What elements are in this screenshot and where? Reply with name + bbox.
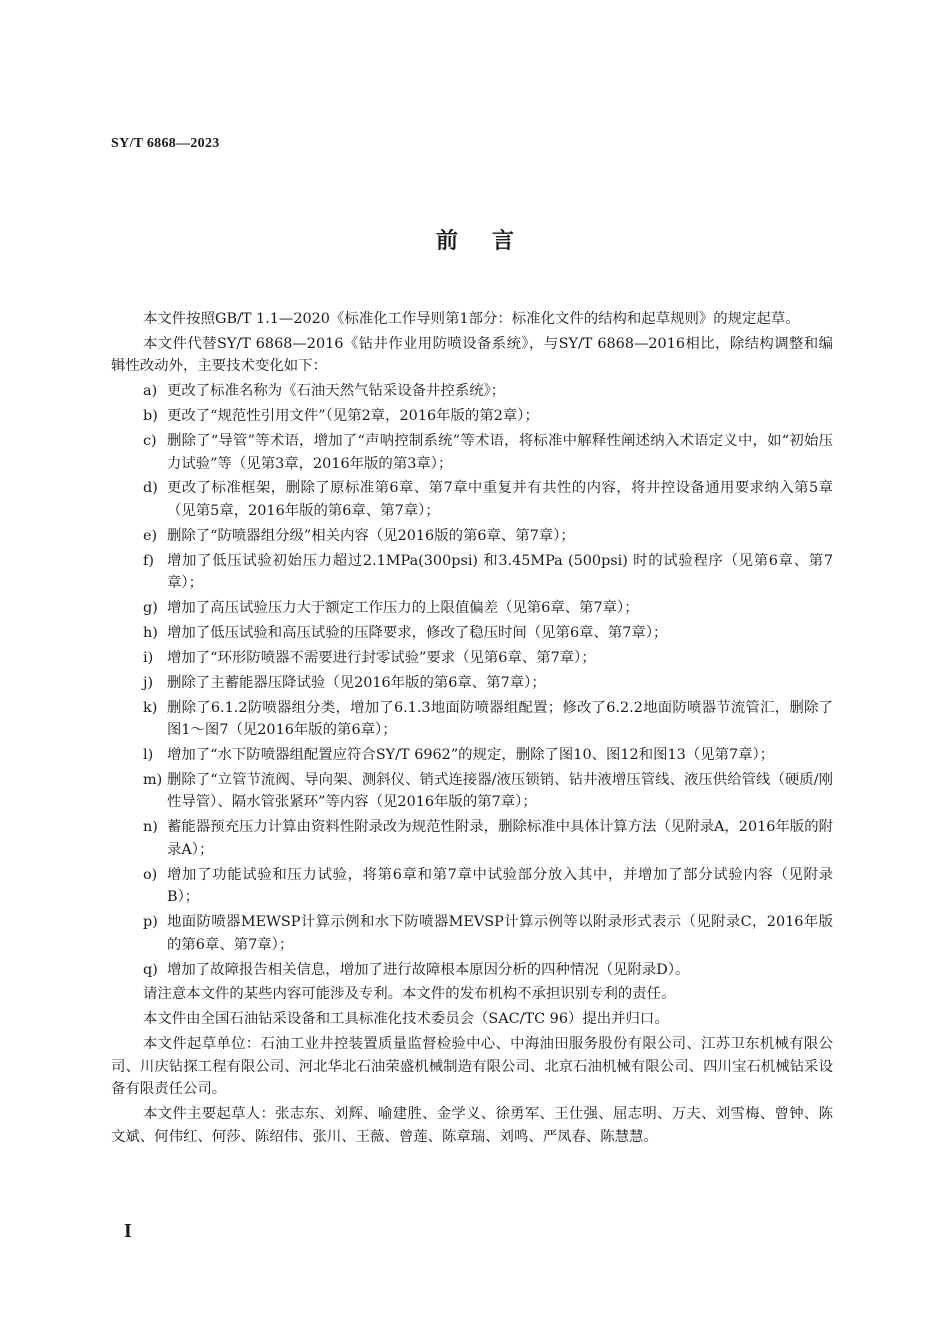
list-item — [111, 697, 833, 742]
list-item-text: 删除了“导管”等术语，增加了“声呐控制系统”等术语，将标准中解释性阐述纳入术语定义中，如“初始压力试验”等（见第3章，2016年版的第3章）； — [167, 433, 833, 472]
list-marker: i) — [143, 649, 154, 666]
patent-notice: 请注意本文件的某些内容可能涉及专利。本文件的发布机构不承担识别专利的责任。 — [143, 986, 676, 1003]
list-item-text: 地面防喷器MEWSP计算示例和水下防喷器MEVSP计算示例等以附录形式表示（见附录C，2016年版的第6章、第7章）； — [167, 914, 833, 953]
list-item-text: 增加了功能试验和压力试验，将第6章和第7章中试验部分放入其中，并增加了部分试验内容（见附录B）； — [167, 866, 833, 906]
list-marker: a) — [143, 383, 158, 400]
list-item-text: 更改了“规范性引用文件”（见第2章，2016年版的第2章）； — [167, 408, 539, 425]
list-item-text: 增加了“环形防喷器不需要进行封零试验”要求（见第6章、第7章）； — [167, 649, 596, 666]
list-marker: j) — [143, 674, 154, 691]
list-item — [111, 911, 833, 956]
list-item — [111, 744, 833, 767]
list-marker: c) — [143, 433, 157, 450]
list-item — [111, 525, 833, 548]
list-marker: p) — [143, 914, 158, 931]
list-item — [111, 647, 833, 670]
list-item — [111, 816, 833, 861]
list-marker: b) — [143, 408, 158, 425]
standard-number: SY/T 6868—2023 — [111, 136, 220, 151]
list-marker: l) — [143, 747, 154, 764]
list-item-text: 增加了低压试验和高压试验的压降要求，修改了稳压时间（见第6章、第7章）； — [167, 625, 668, 642]
list-item-text: 删除了6.1.2防喷器组分类，增加了6.1.3地面防喷器组配置；修改了6.2.2地面防喷器节流管汇，删除了图1～图7（见2016年版的第6章）； — [167, 699, 833, 739]
list-item-text: 增加了“水下防喷器组配置应符合SY/T 6962”的规定，删除了图10、图12和图13（见第7章）； — [167, 747, 775, 764]
list-item — [111, 622, 833, 645]
list-marker: e) — [143, 527, 158, 544]
list-item — [111, 959, 833, 982]
list-marker: q) — [143, 961, 158, 978]
document-body — [111, 308, 833, 1150]
list-item — [111, 597, 833, 620]
page-number: I — [124, 1220, 132, 1242]
list-item — [111, 672, 833, 695]
list-item-text: 增加了低压试验初始压力超过2.1MPa(300psi) 和3.45MPa (500psi) 时的试验程序（见第6章、第7章）； — [167, 552, 833, 592]
list-marker: h) — [143, 625, 158, 642]
drafters-paragraph: 本文件主要起草人：张志东、刘辉、喻建胜、金学义、徐勇军、王仕强、屈志明、万夫、刘雪梅、曾钟、陈文斌、何伟红、何莎、陈绍伟、张川、王薇、曾莲、陈章瑞、刘鸣、严凤春、陈慧慧。 — [111, 1106, 833, 1145]
list-item-text: 增加了故障报告相关信息，增加了进行故障根本原因分析的四种情况（见附录D）。 — [167, 961, 690, 978]
list-item — [111, 864, 833, 909]
list-item-text: 更改了标准名称为《石油天然气钻采设备井控系统》； — [167, 383, 506, 400]
list-item — [111, 550, 833, 595]
intro-paragraph: 本文件按照GB/T 1.1—2020《标准化工作导则第1部分：标准化文件的结构和起草规则》的规定起草。 — [143, 311, 800, 327]
list-item — [111, 769, 833, 814]
list-item — [111, 477, 833, 522]
intro-paragraph: 本文件代替SY/T 6868—2016《钻井作业用防喷设备系统》，与SY/T 6868—2016相比，除结构调整和编辑性改动外，主要技术变化如下： — [111, 335, 833, 375]
list-marker: n) — [143, 819, 158, 836]
drafting-units-paragraph: 本文件起草单位：石油工业井控装置质量监督检验中心、中海油田服务股份有限公司、江苏卫东机械有限公司、川庆钻探工程有限公司、河北华北石油荣盛机械制造有限公司、北京石油机械有限公司、四川宝石机械钻采设备有限责任公司。 — [111, 1036, 833, 1098]
changes-list — [111, 380, 833, 981]
proposer-paragraph: 本文件由全国石油钻采设备和工具标准化技术委员会（SAC/TC 96）提出并归口。 — [143, 1011, 669, 1028]
list-item-text: 蓄能器预充压力计算由资料性附录改为规范性附录，删除标准中具体计算方法（见附录A，2016年版的附录A）； — [167, 819, 833, 858]
list-item-text: 删除了“立管节流阀、导向架、测斜仪、销式连接器/液压锁销、钻井液增压管线、液压供给管线（硬质/刚性导管）、隔水管张紧环”等内容（见2016年版的第7章）； — [167, 771, 833, 811]
list-item-text: 删除了主蓄能器压降试验（见2016年版的第6章、第7章）； — [167, 674, 546, 691]
list-item — [111, 380, 833, 403]
page-title: 前言 — [435, 229, 548, 254]
list-marker: f) — [143, 552, 154, 569]
list-item-text: 增加了高压试验压力大于额定工作压力的上限值偏差（见第6章、第7章）； — [167, 600, 639, 617]
list-item-text: 更改了标准框架，删除了原标准第6章、第7章中重复并有共性的内容，将井控设备通用要求纳入第5章（见第5章，2016年版的第6章、第7章）； — [167, 480, 833, 519]
list-item-text: 删除了“防喷器组分级”相关内容（见2016版的第6章、第7章）； — [167, 527, 575, 544]
list-marker: m) — [143, 771, 163, 788]
list-item — [111, 405, 833, 428]
list-item — [111, 430, 833, 475]
list-marker: k) — [143, 699, 158, 716]
list-marker: g) — [143, 600, 158, 617]
list-marker: o) — [143, 866, 158, 883]
list-marker: d) — [143, 480, 158, 497]
